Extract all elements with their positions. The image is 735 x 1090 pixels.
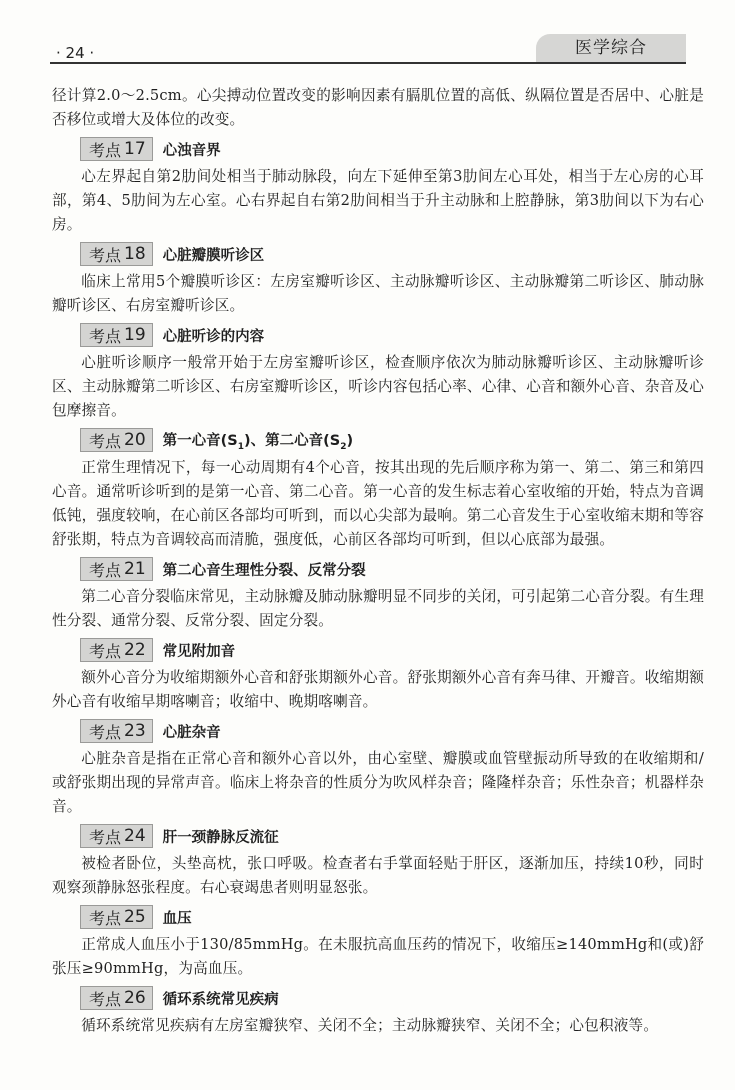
- exam-point-tag: 考点 24: [80, 824, 153, 848]
- section-21-paragraph: 第二心音分裂临床常见，主动脉瓣及肺动脉瓣明显不同步的关闭，可引起第二心音分裂。有生理性分裂、通常分裂、反常分裂、固定分裂。: [52, 588, 704, 629]
- section-19-paragraph: 心脏听诊顺序一般常开始于左房室瓣听诊区，检查顺序依次为肺动脉瓣听诊区、主动脉瓣听诊区、主动脉瓣第二听诊区、右房室瓣听诊区，听诊内容包括心率、心律、心音和额外心音、杂音及心包摩擦音。: [52, 354, 704, 419]
- section-17-paragraph: 心左界起自第2肋间处相当于肺动脉段，向左下延伸至第3肋间左心耳处，相当于左心房的心耳部，第4、5肋间为左心室。心右界起自右第2肋间相当于升主动脉和上腔静脉，第3肋间以下为右心房。: [52, 168, 704, 233]
- section-24-paragraph: 被检者卧位，头垫高枕，张口呼吸。检查者右手掌面轻贴于肝区，逐渐加压，持续10秒，同时观察颈静脉怒张程度。右心衰竭患者则明显怒张。: [52, 855, 704, 896]
- section-title: 血压: [162, 910, 192, 927]
- exam-point-tag: 考点 23: [80, 719, 153, 743]
- section-22-heading: [80, 636, 704, 664]
- section-title: 心脏杂音: [162, 724, 221, 741]
- section-24-heading: [80, 822, 704, 850]
- section-title: 第一心音$(S_1)$、第二心音$(S_2)$: [162, 432, 354, 452]
- section-20-heading: [80, 426, 704, 454]
- section-title: 心脏听诊的内容: [162, 328, 265, 345]
- exam-point-tag: 考点 22: [80, 638, 153, 662]
- page-number: · 24 ·: [56, 44, 95, 62]
- intro-paragraph: 径计算2.0～2.5cm。心尖搏动位置改变的影响因素有膈肌位置的高低、纵隔位置是否居中、心脏是否移位或增大及体位的改变。: [52, 87, 704, 128]
- exam-point-tag: 考点 25: [80, 905, 153, 929]
- section-title: 心脏瓣膜听诊区: [162, 247, 265, 264]
- section-23-heading: [80, 717, 704, 745]
- section-title: 心浊音界: [162, 142, 221, 159]
- section-17-heading: [80, 135, 704, 163]
- exam-point-tag: 考点 21: [80, 557, 153, 581]
- section-26-heading: [80, 984, 704, 1012]
- section-25-heading: [80, 903, 704, 931]
- section-23-paragraph: 心脏杂音是指在正常心音和额外心音以外，由心室壁、瓣膜或血管壁振动所导致的在收缩期和/或舒张期出现的异常声音。临床上将杂音的性质分为吹风样杂音；隆隆样杂音；乐性杂音；机器样杂音。: [52, 750, 704, 815]
- exam-point-tag: 考点 20: [80, 428, 153, 452]
- exam-point-tag: 考点 19: [80, 323, 153, 347]
- page-header: [50, 34, 686, 64]
- section-26-paragraph: 循环系统常见疾病有左房室瓣狭窄、关闭不全；主动脉瓣狭窄、关闭不全；心包积液等。: [81, 1017, 659, 1034]
- section-18-heading: [80, 240, 704, 268]
- exam-point-tag: 考点 26: [80, 986, 153, 1010]
- section-title: 循环系统常见疾病: [162, 991, 279, 1008]
- exam-point-tag: 考点 17: [80, 137, 153, 161]
- section-21-heading: [80, 555, 704, 583]
- section-19-heading: [80, 321, 704, 349]
- section-22-paragraph: 额外心音分为收缩期额外心音和舒张期额外心音。舒张期额外心音有奔马律、开瓣音。收缩期额外心音有收缩早期喀喇音；收缩中、晚期喀喇音。: [52, 669, 704, 710]
- section-18-paragraph: 临床上常用5个瓣膜听诊区：左房室瓣听诊区、主动脉瓣听诊区、主动脉瓣第二听诊区、肺动脉瓣听诊区、右房室瓣听诊区。: [52, 273, 704, 314]
- header-rule: [50, 62, 686, 64]
- exam-point-tag: 考点 18: [80, 242, 153, 266]
- section-25-paragraph: 正常成人血压小于130/85mmHg。在未服抗高血压药的情况下，收缩压≥140mmHg和(或)舒张压≥90mmHg，为高血压。: [52, 936, 704, 977]
- book-title-tab: 医学综合: [536, 34, 686, 62]
- section-title: 肝一颈静脉反流征: [162, 829, 279, 846]
- section-title: 常见附加音: [162, 643, 236, 660]
- section-20-paragraph: 正常生理情况下，每一心动周期有4个心音，按其出现的先后顺序称为第一、第二、第三和第四心音。通常听诊听到的是第一心音、第二心音。第一心音的发生标志着心室收缩的开始，特点为音调低钝，强度较响，在心前区各部均可听到，而以心尖部为最响。第二心音发生于心室收缩末期和等容舒张期，特点为音调较高而清脆，强度低，心前区各部均可听到，但以心底部为最强。: [52, 459, 704, 548]
- page-content: [52, 84, 704, 1038]
- section-title: 第二心音生理性分裂、反常分裂: [162, 562, 366, 579]
